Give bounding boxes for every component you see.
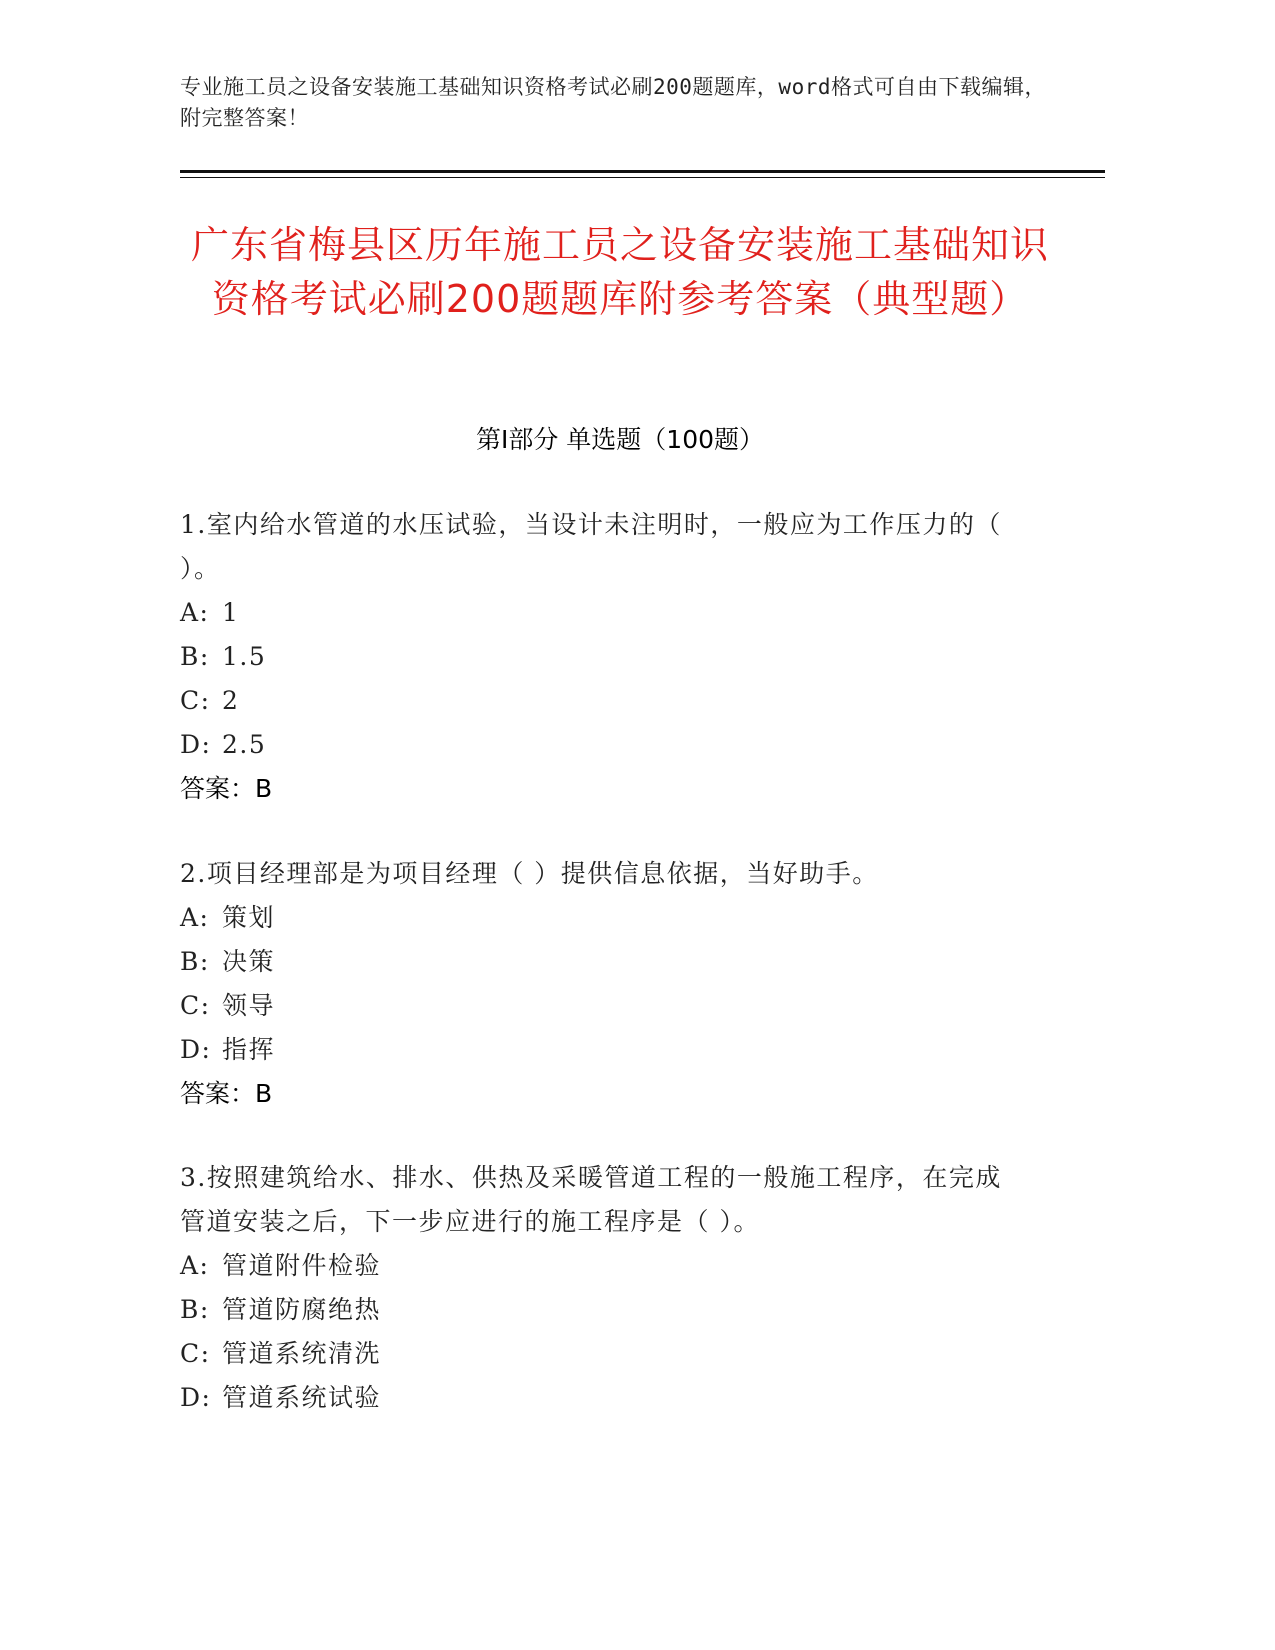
option-letter: B: (180, 947, 210, 976)
option-b (180, 940, 1020, 984)
option-c (180, 679, 1020, 723)
option-letter: D: (180, 730, 212, 759)
question-1 (180, 503, 1020, 811)
option-text: 决策 (222, 947, 276, 976)
option-letter: B: (180, 642, 210, 671)
section-heading: 第Ⅰ部分 单选题（100题） (475, 425, 765, 454)
option-text: 1.5 (222, 642, 267, 671)
question-3 (180, 1156, 1020, 1420)
question-stem: 2.项目经理部是为项目经理（ ）提供信息依据，当好助手。 (180, 859, 879, 888)
question-stem: 3.按照建筑给水、排水、供热及采暖管道工程的一般施工程序，在完成管道安装之后，下一步应进行的施工程序是（ ）。 (180, 1163, 1002, 1236)
option-letter: B: (180, 1295, 210, 1324)
option-d (180, 1028, 1020, 1072)
option-letter: C: (180, 991, 211, 1020)
answer-line: 答案：B (180, 774, 273, 803)
header-note: 专业施工员之设备安装施工基础知识资格考试必刷200题题库，word格式可自由下载编辑，附完整答案！ (180, 75, 1046, 130)
option-letter: A: (180, 598, 210, 627)
option-text: 2 (222, 686, 240, 715)
option-text: 策划 (222, 903, 276, 932)
option-text: 管道系统试验 (222, 1383, 382, 1412)
option-text: 指挥 (222, 1035, 276, 1064)
document-title: 广东省梅县区历年施工员之设备安装施工基础知识资格考试必刷200题题库附参考答案（典型题） (190, 223, 1049, 321)
option-b (180, 1288, 1020, 1332)
option-letter: D: (180, 1035, 212, 1064)
option-text: 1 (222, 598, 240, 627)
option-b (180, 635, 1020, 679)
option-c (180, 1332, 1020, 1376)
option-letter: C: (180, 686, 211, 715)
option-text: 2.5 (222, 730, 267, 759)
option-letter: A: (180, 903, 210, 932)
option-text: 领导 (222, 991, 276, 1020)
option-c (180, 984, 1020, 1028)
option-letter: C: (180, 1339, 211, 1368)
option-text: 管道系统清洗 (222, 1339, 382, 1368)
question-2 (180, 852, 1020, 1116)
option-a (180, 591, 1020, 635)
option-letter: A: (180, 1251, 210, 1280)
question-stem: 1.室内给水管道的水压试验，当设计未注明时，一般应为工作压力的（ ）。 (180, 510, 1002, 583)
option-d (180, 723, 1020, 767)
header-divider-thick (180, 170, 1105, 173)
option-letter: D: (180, 1383, 212, 1412)
header-divider-thin (180, 177, 1105, 178)
option-text: 管道防腐绝热 (222, 1295, 382, 1324)
option-a (180, 896, 1020, 940)
option-text: 管道附件检验 (222, 1251, 382, 1280)
option-a (180, 1244, 1020, 1288)
answer-line: 答案：B (180, 1079, 273, 1108)
option-d (180, 1376, 1020, 1420)
